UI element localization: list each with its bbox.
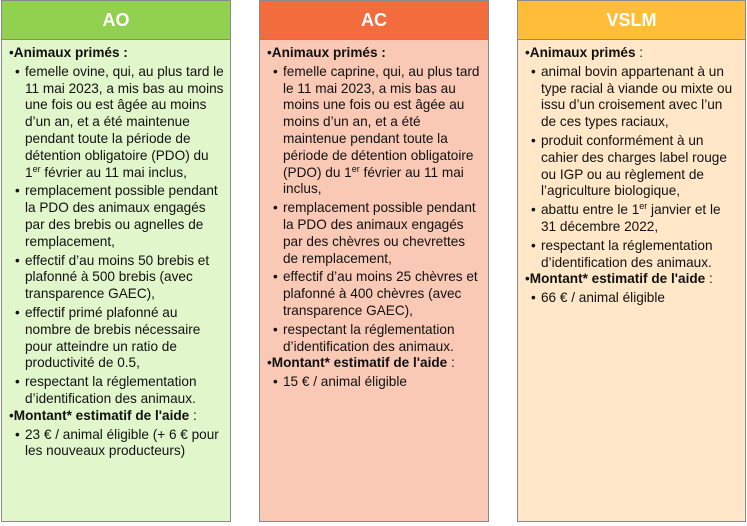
column-header-ao: AO: [2, 1, 230, 40]
amount-item: • 66 € / animal éligible: [531, 290, 665, 306]
list-item: • effectif d’au moins 25 chèvres et plafonné à 400 chèvres (avec transparence GAEC),: [273, 269, 478, 318]
list-item: • femelle caprine, qui, au plus tard le 11 mai 2023, a mis bas au moins une fois ou est âgée au moins d’un an, et a été maintenue pendant toute la période de détention obligatoire (PDO) du 1er février au 11 mai inclus,: [273, 63, 480, 197]
animals-list: [9, 64, 224, 408]
amount-item: • 23 € / animal éligible (+ 6 € pour les nouveaux producteurs): [15, 426, 219, 459]
amount-heading: •Montant* estimatif de l'aide :: [267, 355, 455, 371]
amount-list: [9, 427, 224, 461]
list-item: • produit conformément à un cahier des charges label rouge ou IGP ou au règlement de l’agriculture biologique,: [531, 132, 727, 199]
list-item: • remplacement possible pendant la PDO des animaux engagés par des chèvres ou chevrettes de remplacement,: [273, 200, 476, 266]
column-vslm: [517, 0, 746, 522]
column-header-ac: AC: [260, 1, 488, 40]
list-item: • respectant la réglementation d’identification des animaux.: [273, 321, 455, 354]
column-ao: [1, 0, 231, 522]
amount-list: [525, 290, 739, 307]
animals-heading: •Animaux primés :: [267, 45, 386, 60]
animals-list: [525, 64, 739, 272]
column-body-vslm: [518, 40, 745, 521]
list-item: • abattu entre le 1er janvier et le 31 décembre 2022,: [531, 201, 721, 234]
list-item: • respectant la réglementation d’identification des animaux.: [15, 374, 197, 406]
list-item: • respectant la réglementation d’identification des animaux.: [531, 237, 713, 270]
column-ac: [259, 0, 489, 522]
amount-list: [267, 374, 482, 391]
column-header-vslm: VSLM: [518, 1, 745, 40]
column-body-ac: [260, 40, 488, 521]
list-item: • animal bovin appartenant à un type racial à viande ou mixte ou issu d’un croisement avec l’un de ces types raciaux,: [531, 63, 733, 130]
list-item: • femelle ovine, qui, au plus tard le 11 mai 2023, a mis bas au moins une fois ou est âgée au moins d’un an, et a été maintenue pendant toute la période de détention obligatoire (PDO) du 1er février au 11 mai inclus,: [15, 63, 224, 180]
animals-list: [267, 64, 482, 356]
amount-heading: •Montant* estimatif de l'aide :: [525, 271, 713, 287]
column-body-ao: [2, 40, 230, 521]
list-item: • remplacement possible pendant la PDO des animaux engagés par des brebis ou agnelles de remplacement,: [15, 183, 218, 249]
list-item: • effectif primé plafonné au nombre de brebis nécessaire pour atteindre un ratio de productivité de 0.5,: [15, 304, 201, 371]
animals-heading: •Animaux primés :: [525, 45, 644, 60]
amount-item: • 15 € / animal éligible: [273, 374, 407, 390]
animals-heading: •Animaux primés :: [9, 45, 128, 60]
list-item: • effectif d’au moins 50 brebis et plafonné à 500 brebis (avec transparence GAEC),: [15, 252, 210, 302]
amount-heading: •Montant* estimatif de l'aide :: [9, 407, 197, 423]
